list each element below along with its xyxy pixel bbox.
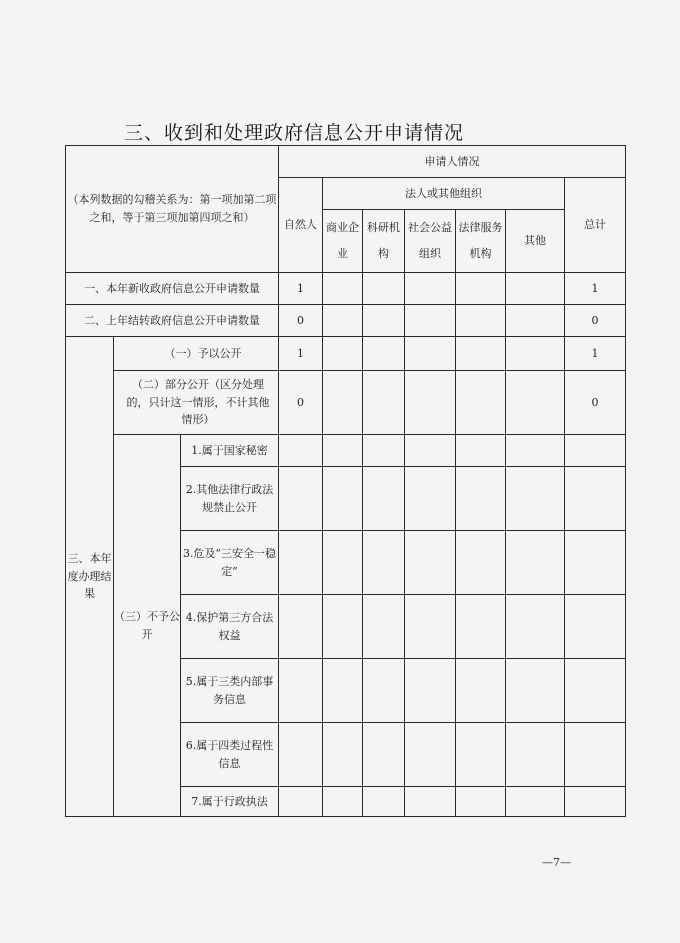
reason-label: 2.其他法律行政法规禁止公开 [181,467,279,531]
cell [405,723,456,787]
cell [405,467,456,531]
cell [405,273,456,305]
legal-person-header: 法人或其他组织 [323,178,565,210]
cell [565,595,626,659]
cell [565,467,626,531]
cell [363,371,405,435]
new-received-total: 1 [565,273,626,305]
cell [323,531,363,595]
cell [565,435,626,467]
disclosed-total: 1 [565,337,626,371]
cell [323,659,363,723]
cell [363,723,405,787]
cell [506,531,565,595]
cell [323,787,363,817]
not-disclosed-label: （三）不予公开 [114,435,181,817]
cell [506,467,565,531]
carried-over-natural: 0 [279,305,323,337]
cell [565,531,626,595]
cell [405,371,456,435]
cell [456,337,506,371]
reason-label: 5.属于三类内部事务信息 [181,659,279,723]
cell [565,787,626,817]
cell [456,467,506,531]
cell [279,723,323,787]
cell [506,435,565,467]
cell [363,787,405,817]
cell [456,595,506,659]
cell [405,595,456,659]
row-new-received-label: 一、本年新收政府信息公开申请数量 [66,273,279,305]
cell [405,531,456,595]
cell [405,659,456,723]
cell [363,659,405,723]
row-disclosed-label: （一）予以公开 [114,337,279,371]
note-cell: （本列数据的勾稽关系为：第一项加第二项之和，等于第三项加第四项之和） [66,146,279,273]
cell [456,531,506,595]
cell [456,273,506,305]
research-header: 科研机构 [363,210,405,273]
cell [456,723,506,787]
disclosed-natural: 1 [279,337,323,371]
cell [506,595,565,659]
reason-label: 6.属于四类过程性信息 [181,723,279,787]
cell [323,723,363,787]
cell [279,435,323,467]
section-title: 三、收到和处理政府信息公开申请情况 [124,122,465,144]
cell [565,659,626,723]
reason-label: 3.危及“三安全一稳定” [181,531,279,595]
carried-over-total: 0 [565,305,626,337]
applicant-header: 申请人情况 [279,146,626,178]
cell [363,531,405,595]
other-header: 其他 [506,210,565,273]
partial-total: 0 [565,371,626,435]
cell [506,787,565,817]
cell [363,467,405,531]
cell [506,723,565,787]
cell [506,305,565,337]
cell [323,371,363,435]
cell [405,337,456,371]
row-carried-over-label: 二、上年结转政府信息公开申请数量 [66,305,279,337]
cell [323,595,363,659]
application-statistics-table [65,145,626,817]
cell [323,435,363,467]
cell [405,435,456,467]
cell [279,531,323,595]
cell [456,659,506,723]
new-received-natural: 1 [279,273,323,305]
result-category-label: 三、本年度办理结果 [66,337,114,817]
public-welfare-header: 社会公益组织 [405,210,456,273]
legal-service-header: 法律服务机构 [456,210,506,273]
cell [363,595,405,659]
total-header: 总计 [565,178,626,273]
cell [363,273,405,305]
reason-label: 4.保护第三方合法权益 [181,595,279,659]
cell [279,467,323,531]
cell [506,337,565,371]
cell [323,273,363,305]
cell [279,787,323,817]
row-partial-label: （二）部分公开（区分处理的，只计这一情形，不计其他情形） [114,371,279,435]
cell [323,467,363,531]
cell [405,305,456,337]
commercial-header: 商业企业 [323,210,363,273]
cell [405,787,456,817]
page-number: —7— [542,856,571,869]
cell [323,305,363,337]
cell [279,595,323,659]
cell [456,435,506,467]
cell [363,337,405,371]
cell [565,723,626,787]
cell [456,371,506,435]
reason-label: 1.属于国家秘密 [181,435,279,467]
cell [323,337,363,371]
cell [456,787,506,817]
cell [279,659,323,723]
cell [456,305,506,337]
cell [363,305,405,337]
partial-natural: 0 [279,371,323,435]
cell [506,371,565,435]
cell [363,435,405,467]
natural-person-header: 自然人 [279,178,323,273]
cell [506,273,565,305]
cell [506,659,565,723]
reason-label: 7.属于行政执法 [181,787,279,817]
